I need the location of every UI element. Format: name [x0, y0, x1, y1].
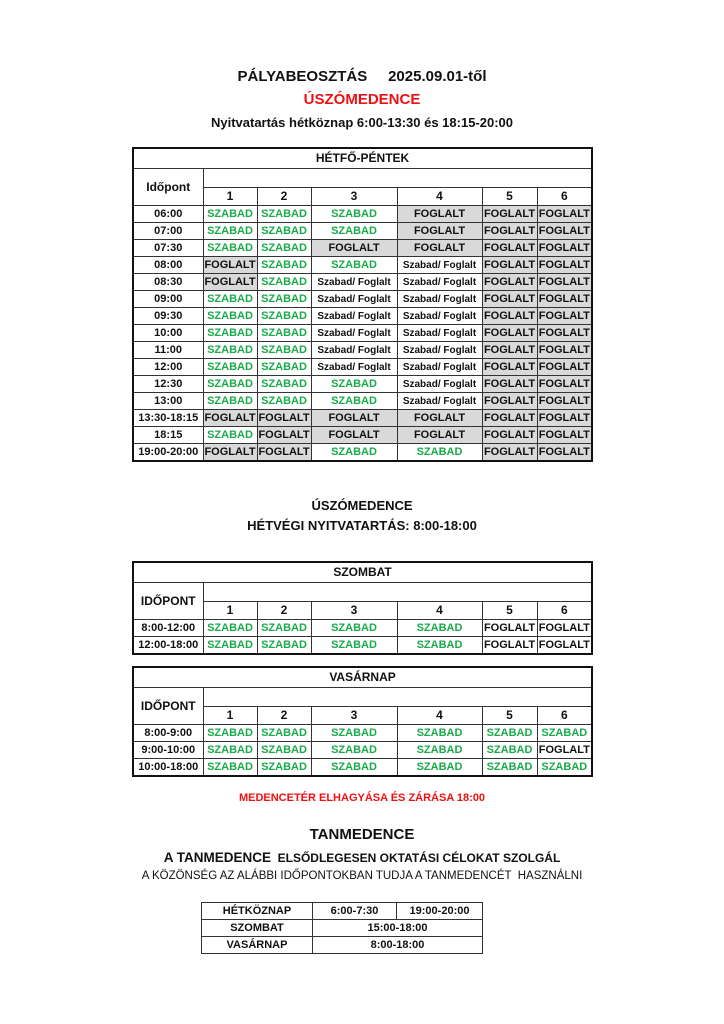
time-slot: 12:00 — [133, 359, 203, 376]
time-slot: 10:00 — [133, 325, 203, 342]
lane-status-busy: FOGLALT — [203, 410, 257, 427]
lane-status-free: SZABAD — [537, 759, 592, 777]
time-slot: 18:15 — [133, 427, 203, 444]
table-title-row — [133, 562, 592, 583]
lane-status-busy: FOGLALT — [311, 240, 397, 257]
lane-status-busy: FOGLALT — [482, 359, 537, 376]
lane-number: 1 — [203, 188, 257, 206]
time-column-header: Időpont — [133, 169, 203, 206]
tanmedence-heading: TANMEDENCE — [309, 826, 415, 843]
lane-status-free: SZABAD — [311, 759, 397, 777]
lane-status-busy: FOGLALT — [537, 274, 592, 291]
lane-status-mixed: Szabad/ Foglalt — [311, 291, 397, 308]
time-slot: 8:00-12:00 — [133, 620, 203, 637]
lane-status-free: SZABAD — [311, 742, 397, 759]
weekday-schedule-table — [132, 147, 593, 462]
table-row — [133, 206, 592, 223]
time-column-header: IDŐPONT — [133, 583, 203, 620]
lane-number: 2 — [257, 188, 311, 206]
lane-status-mixed: Szabad/ Foglalt — [397, 359, 482, 376]
tanmedence-purpose-prefix: A TANMEDENCE — [163, 850, 271, 865]
lane-status-busy: FOGLALT — [537, 342, 592, 359]
lane-status-busy: FOGLALT — [203, 257, 257, 274]
lane-status-busy: FOGLALT — [482, 223, 537, 240]
time-column-header: IDŐPONT — [133, 688, 203, 725]
table-title: SZOMBAT — [133, 562, 592, 583]
table-row — [133, 240, 592, 257]
lane-status-free: SZABAD — [397, 725, 482, 742]
table-title: VASÁRNAP — [133, 667, 592, 688]
lane-status-free: SZABAD — [257, 223, 311, 240]
lane-status-busy: FOGLALT — [537, 325, 592, 342]
lane-status-busy: FOGLALT — [537, 637, 592, 655]
lane-status-mixed: Szabad/ Foglalt — [397, 325, 482, 342]
table-title-row — [133, 667, 592, 688]
time-slot: 15:00-18:00 — [313, 920, 483, 937]
weekend-opening-hours: HÉTVÉGI NYITVATARTÁS: 8:00-18:00 — [247, 518, 477, 533]
lane-status-busy: FOGLALT — [482, 410, 537, 427]
tanmedence-row — [202, 937, 483, 954]
lane-status-busy: FOGLALT — [537, 257, 592, 274]
lane-number: 5 — [482, 188, 537, 206]
lane-status-busy: FOGLALT — [311, 410, 397, 427]
tanmedence-hours-table — [201, 902, 483, 954]
lane-number: 1 — [203, 602, 257, 620]
table-row — [133, 620, 592, 637]
lane-status-mixed: Szabad/ Foglalt — [397, 376, 482, 393]
lane-status-busy: FOGLALT — [203, 444, 257, 462]
lane-number: 4 — [397, 188, 482, 206]
time-slot: 6:00-7:30 — [313, 903, 397, 920]
time-slot: 19:00-20:00 — [397, 903, 483, 920]
lane-number: 2 — [257, 602, 311, 620]
time-slot: 08:00 — [133, 257, 203, 274]
tanmedence-purpose — [0, 850, 724, 865]
lane-status-busy: FOGLALT — [482, 257, 537, 274]
lane-status-busy: FOGLALT — [537, 393, 592, 410]
lane-status-busy: FOGLALT — [257, 444, 311, 462]
lane-status-busy: FOGLALT — [257, 410, 311, 427]
lane-status-busy: FOGLALT — [482, 308, 537, 325]
lane-number: 6 — [537, 188, 592, 206]
lane-status-free: SZABAD — [203, 359, 257, 376]
lane-status-busy: FOGLALT — [482, 393, 537, 410]
lane-status-busy: FOGLALT — [537, 410, 592, 427]
lane-status-busy: FOGLALT — [482, 240, 537, 257]
lane-status-free: SZABAD — [257, 342, 311, 359]
lane-status-busy: FOGLALT — [482, 620, 537, 637]
time-slot: 06:00 — [133, 206, 203, 223]
lane-status-busy: FOGLALT — [537, 376, 592, 393]
day-label: HÉTKÖZNAP — [202, 903, 313, 920]
lane-status-busy: FOGLALT — [397, 240, 482, 257]
lane-status-busy: FOGLALT — [257, 427, 311, 444]
lane-status-free: SZABAD — [203, 206, 257, 223]
lane-status-free: SZABAD — [257, 759, 311, 777]
lane-status-free: SZABAD — [203, 223, 257, 240]
lane-status-free: SZABAD — [311, 257, 397, 274]
header-row — [133, 169, 592, 188]
table-row — [133, 410, 592, 427]
lane-status-mixed: Szabad/ Foglalt — [311, 342, 397, 359]
table-row — [133, 223, 592, 240]
lane-status-busy: FOGLALT — [482, 206, 537, 223]
lane-number: 6 — [537, 602, 592, 620]
lane-number: 4 — [397, 707, 482, 725]
lane-status-free: SZABAD — [311, 637, 397, 655]
lane-status-free: SZABAD — [311, 620, 397, 637]
lane-status-busy: FOGLALT — [537, 359, 592, 376]
lane-status-busy: FOGLALT — [397, 410, 482, 427]
lane-number: 1 — [203, 707, 257, 725]
lane-status-mixed: Szabad/ Foglalt — [311, 325, 397, 342]
table-row — [133, 308, 592, 325]
lane-status-busy: FOGLALT — [482, 325, 537, 342]
table-row — [133, 359, 592, 376]
lane-status-free: SZABAD — [257, 240, 311, 257]
lane-status-free: SZABAD — [482, 725, 537, 742]
lane-status-free: SZABAD — [397, 759, 482, 777]
lane-status-free: SZABAD — [203, 240, 257, 257]
lane-status-free: SZABAD — [397, 444, 482, 462]
table-row — [133, 444, 592, 462]
time-slot: 19:00-20:00 — [133, 444, 203, 462]
lane-status-busy: FOGLALT — [482, 291, 537, 308]
header-row — [133, 583, 592, 602]
lane-status-free: SZABAD — [203, 342, 257, 359]
lane-status-free: SZABAD — [257, 359, 311, 376]
table-row — [133, 274, 592, 291]
lane-status-free: SZABAD — [257, 206, 311, 223]
lane-status-free: SZABAD — [311, 393, 397, 410]
lane-status-free: SZABAD — [311, 444, 397, 462]
time-slot: 9:00-10:00 — [133, 742, 203, 759]
lane-status-free: SZABAD — [257, 257, 311, 274]
lane-status-mixed: Szabad/ Foglalt — [397, 257, 482, 274]
lane-status-busy: FOGLALT — [482, 274, 537, 291]
lane-status-free: SZABAD — [203, 393, 257, 410]
time-slot: 8:00-9:00 — [133, 725, 203, 742]
lane-status-mixed: Szabad/ Foglalt — [397, 308, 482, 325]
table-row — [133, 325, 592, 342]
lane-number: 3 — [311, 188, 397, 206]
day-label: SZOMBAT — [202, 920, 313, 937]
lane-status-busy: FOGLALT — [482, 637, 537, 655]
lane-status-free: SZABAD — [203, 325, 257, 342]
lane-status-free: SZABAD — [482, 759, 537, 777]
lane-status-free: SZABAD — [482, 742, 537, 759]
lane-status-free: SZABAD — [203, 742, 257, 759]
table-row — [133, 291, 592, 308]
table-row — [133, 257, 592, 274]
lane-status-free: SZABAD — [257, 325, 311, 342]
lane-status-busy: FOGLALT — [482, 342, 537, 359]
table-row — [133, 393, 592, 410]
lane-status-free: SZABAD — [311, 206, 397, 223]
time-slot: 12:30 — [133, 376, 203, 393]
lane-status-mixed: Szabad/ Foglalt — [311, 308, 397, 325]
time-slot: 13:00 — [133, 393, 203, 410]
lane-status-busy: FOGLALT — [537, 240, 592, 257]
lane-status-free: SZABAD — [397, 637, 482, 655]
time-slot: 07:00 — [133, 223, 203, 240]
tanmedence-row — [202, 920, 483, 937]
lane-status-busy: FOGLALT — [482, 376, 537, 393]
lane-status-free: SZABAD — [203, 376, 257, 393]
table-row — [133, 725, 592, 742]
table-row — [133, 637, 592, 655]
table-row — [133, 376, 592, 393]
time-slot: 8:00-18:00 — [313, 937, 483, 954]
tanmedence-row — [202, 903, 483, 920]
lane-status-free: SZABAD — [203, 308, 257, 325]
lane-status-mixed: Szabad/ Foglalt — [397, 342, 482, 359]
saturday-schedule-table — [132, 561, 593, 655]
time-slot: 12:00-18:00 — [133, 637, 203, 655]
table-title-row — [133, 148, 592, 169]
tanmedence-public-note: A KÖZÖNSÉG AZ ALÁBBI IDŐPONTOKBAN TUDJA A TANMEDENCÉT HASZNÁLNI — [141, 870, 583, 882]
lane-status-busy: FOGLALT — [537, 427, 592, 444]
lane-status-free: SZABAD — [203, 620, 257, 637]
lane-status-free: SZABAD — [203, 291, 257, 308]
lane-status-busy: FOGLALT — [397, 206, 482, 223]
lane-status-busy: FOGLALT — [397, 223, 482, 240]
lane-status-busy: FOGLALT — [482, 444, 537, 462]
lane-status-free: SZABAD — [257, 725, 311, 742]
lane-status-busy: FOGLALT — [537, 291, 592, 308]
table-row — [133, 759, 592, 777]
lane-status-free: SZABAD — [203, 725, 257, 742]
table-title: HÉTFŐ-PÉNTEK — [133, 148, 592, 169]
lane-status-free: SZABAD — [311, 376, 397, 393]
lane-status-free: SZABAD — [257, 742, 311, 759]
time-slot: 07:30 — [133, 240, 203, 257]
table-row — [133, 427, 592, 444]
lane-number: 2 — [257, 707, 311, 725]
lane-status-free: SZABAD — [311, 223, 397, 240]
header-blank — [203, 688, 592, 707]
lane-status-free: SZABAD — [311, 725, 397, 742]
lane-status-free: SZABAD — [257, 274, 311, 291]
header-row — [133, 688, 592, 707]
time-slot: 09:30 — [133, 308, 203, 325]
lane-status-mixed: Szabad/ Foglalt — [311, 359, 397, 376]
time-slot: 10:00-18:00 — [133, 759, 203, 777]
lane-status-free: SZABAD — [257, 376, 311, 393]
lane-status-busy: FOGLALT — [537, 444, 592, 462]
closing-notice: MEDENCETÉR ELHAGYÁSA ÉS ZÁRÁSA 18:00 — [238, 792, 486, 804]
lane-number: 3 — [311, 707, 397, 725]
lane-number: 6 — [537, 707, 592, 725]
lane-status-busy: FOGLALT — [482, 427, 537, 444]
weekday-opening-hours: Nyitvatartás hétköznap 6:00-13:30 és 18:15-20:00 — [210, 115, 514, 130]
lane-status-mixed: Szabad/ Foglalt — [397, 274, 482, 291]
header-blank — [203, 169, 592, 188]
lane-status-free: SZABAD — [203, 637, 257, 655]
lane-status-mixed: Szabad/ Foglalt — [311, 274, 397, 291]
lane-status-busy: FOGLALT — [537, 620, 592, 637]
weekend-pool-heading: ÚSZÓMEDENCE — [311, 498, 413, 513]
time-slot: 13:30-18:15 — [133, 410, 203, 427]
lane-status-busy: FOGLALT — [397, 427, 482, 444]
lane-number: 5 — [482, 602, 537, 620]
lane-status-free: SZABAD — [257, 637, 311, 655]
lane-status-free: SZABAD — [257, 393, 311, 410]
lane-status-free: SZABAD — [257, 308, 311, 325]
table-row — [133, 742, 592, 759]
lane-status-free: SZABAD — [397, 620, 482, 637]
lane-status-busy: FOGLALT — [203, 274, 257, 291]
lane-status-free: SZABAD — [537, 725, 592, 742]
sunday-schedule-table — [132, 666, 593, 777]
pool-name-heading: ÚSZÓMEDENCE — [303, 91, 421, 108]
lane-status-mixed: Szabad/ Foglalt — [397, 291, 482, 308]
lane-number: 3 — [311, 602, 397, 620]
lane-status-busy: FOGLALT — [537, 308, 592, 325]
lane-status-busy: FOGLALT — [537, 742, 592, 759]
lane-number: 5 — [482, 707, 537, 725]
lane-status-busy: FOGLALT — [311, 427, 397, 444]
lane-status-free: SZABAD — [397, 742, 482, 759]
lane-status-free: SZABAD — [257, 291, 311, 308]
table-row — [133, 342, 592, 359]
lane-status-busy: FOGLALT — [537, 223, 592, 240]
time-slot: 08:30 — [133, 274, 203, 291]
tanmedence-purpose-suffix: ELSŐDLEGESEN OKTATÁSI CÉLOKAT SZOLGÁL — [270, 851, 561, 865]
time-slot: 11:00 — [133, 342, 203, 359]
time-slot: 09:00 — [133, 291, 203, 308]
lane-status-free: SZABAD — [203, 759, 257, 777]
lane-status-mixed: Szabad/ Foglalt — [397, 393, 482, 410]
page-title: PÁLYABEOSZTÁS 2025.09.01-től — [237, 68, 487, 85]
header-blank — [203, 583, 592, 602]
lane-number: 4 — [397, 602, 482, 620]
lane-status-free: SZABAD — [257, 620, 311, 637]
day-label: VASÁRNAP — [202, 937, 313, 954]
lane-status-free: SZABAD — [203, 427, 257, 444]
lane-status-busy: FOGLALT — [537, 206, 592, 223]
